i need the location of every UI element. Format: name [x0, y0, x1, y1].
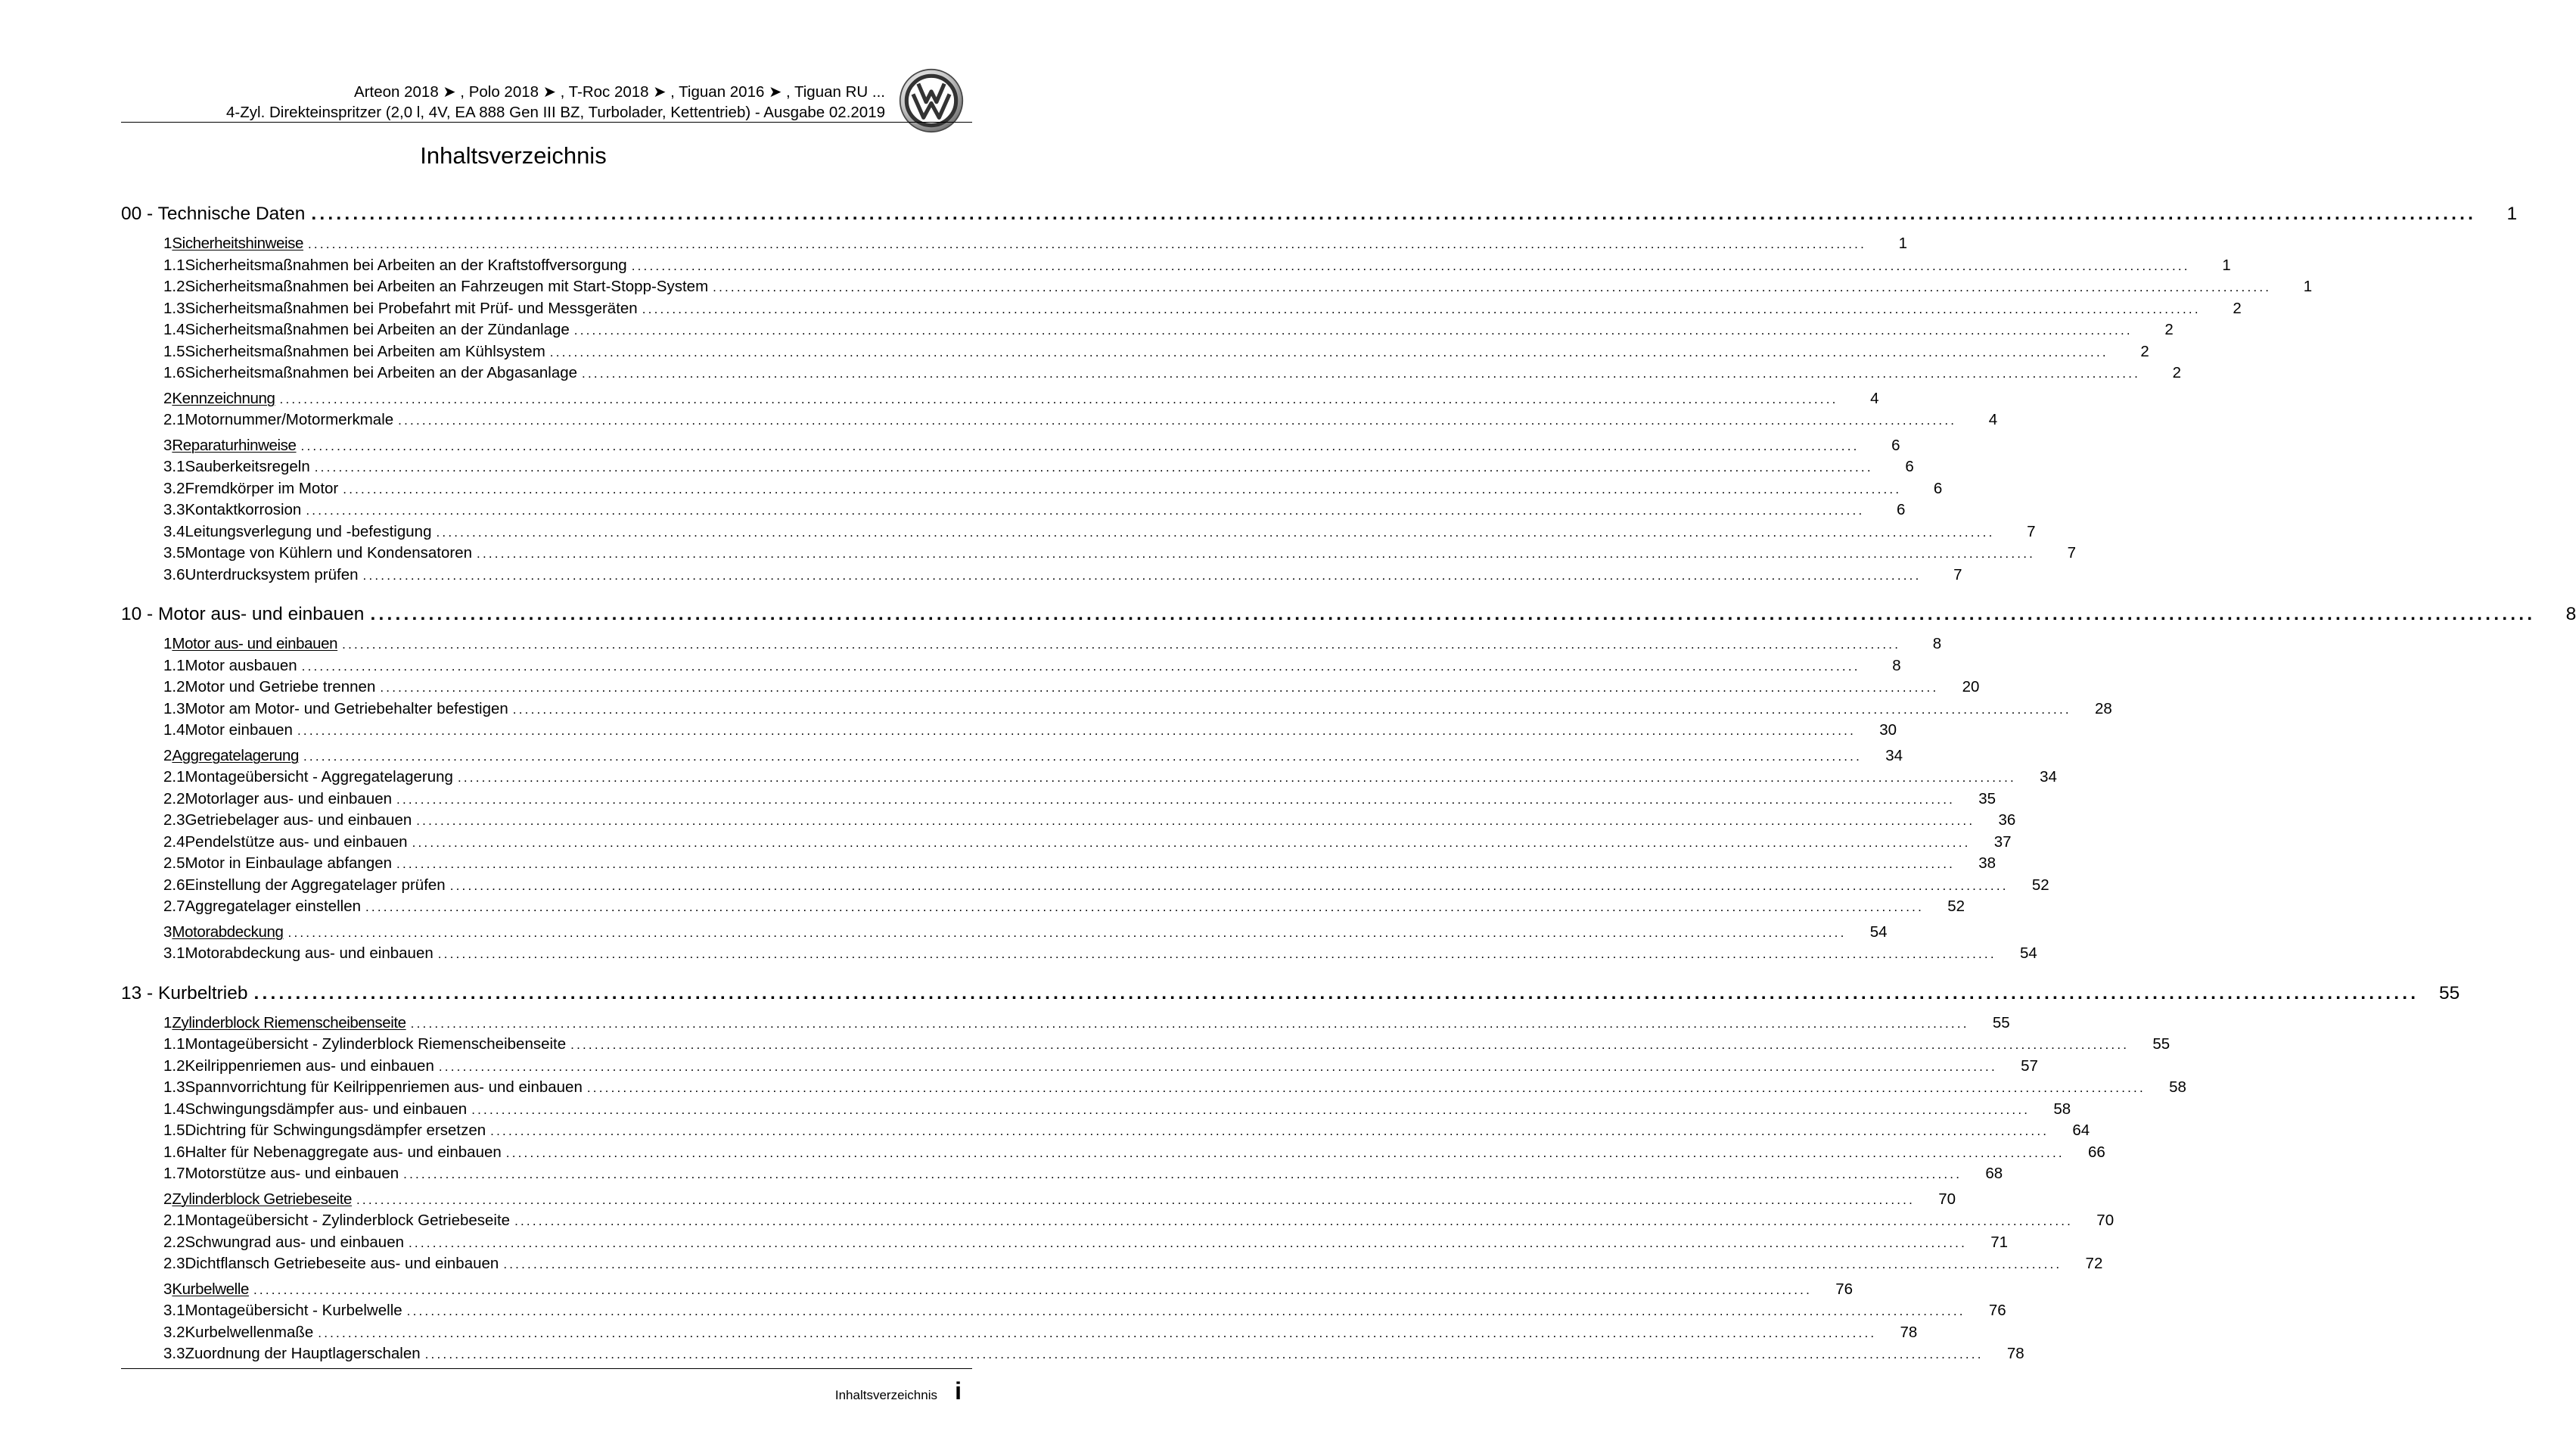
entry-number: 1.6: [163, 364, 185, 381]
toc-chapter[interactable]: [121, 599, 2576, 630]
dot-leader: ....................................................................................................................................................................................................................................................................: [642, 301, 2201, 316]
toc-subsection[interactable]: [121, 319, 2174, 341]
toc-subsection[interactable]: [121, 1300, 2006, 1322]
entry-number: 2.3: [163, 1255, 185, 1272]
dot-leader: ....................................................................................................................................................................................................................................................................: [318, 1325, 1877, 1340]
entry-number: 3.6: [163, 565, 185, 583]
chapter-page-number: 55: [2439, 982, 2460, 1003]
dot-leader: ....................................................................................................................................................................................................................................................................: [449, 878, 2009, 893]
entry-number: 1.4: [163, 1100, 185, 1118]
dot-leader: ....................................................................................................................................................................................................................................................................: [365, 900, 1925, 914]
dot-leader: ....................................................................................................................................................................................................................................................................: [356, 1192, 1916, 1207]
entry-title: Motorabdeckung: [172, 923, 284, 941]
entry-number: 2.5: [163, 854, 185, 872]
entry-page-number: 20: [1962, 678, 1980, 695]
entry-number: 1: [163, 1013, 172, 1031]
entry-title: Leitungsverlegung und -befestigung: [185, 522, 432, 540]
entry-title: Schwungrad aus- und einbauen: [185, 1233, 404, 1251]
toc-subsection[interactable]: [121, 655, 1901, 677]
entry-page-number: 71: [1990, 1233, 2009, 1251]
entry-page-number: 52: [2031, 876, 2049, 894]
entry-number: 1.3: [163, 699, 185, 717]
entry-number: 2.1: [163, 768, 185, 786]
entry-title: Motorabdeckung aus- und einbauen: [185, 944, 433, 962]
toc-section[interactable]: [121, 233, 1908, 255]
toc-subsection[interactable]: [121, 853, 1996, 875]
dot-leader: ....................................................................................................................................................................................................................................................................: [343, 481, 1902, 496]
toc-subsection[interactable]: [121, 362, 2182, 384]
entry-number: 1.2: [163, 678, 185, 695]
entry-title: Zylinderblock Riemenscheibenseite: [172, 1013, 406, 1031]
entry-number: 1.5: [163, 1122, 185, 1139]
toc-subsection[interactable]: [121, 1099, 2071, 1121]
dot-leader: ....................................................................................................................................................................................................................................................................: [713, 280, 2272, 294]
toc-subsection[interactable]: [121, 276, 2313, 298]
entry-number: 3.2: [163, 479, 185, 497]
dot-leader: ....................................................................................................................................................................................................................................................................: [301, 658, 1860, 674]
dot-leader: ....................................................................................................................................................................................................................................................................: [409, 1235, 1968, 1250]
entry-title: Motor ausbauen: [185, 656, 297, 674]
entry-title: Motorlager aus- und einbauen: [185, 789, 393, 807]
entry-number: 1.2: [163, 278, 185, 295]
dot-leader: ....................................................................................................................................................................................................................................................................: [514, 1214, 2074, 1228]
entry-title: Einstellung der Aggregatelager prüfen: [185, 876, 446, 894]
toc-section[interactable]: [121, 633, 1942, 655]
entry-number: 1.5: [163, 342, 185, 360]
toc-chapter[interactable]: [121, 979, 2460, 1009]
entry-page-number: 7: [2027, 522, 2036, 540]
entry-page-number: 2: [2172, 364, 2182, 381]
toc-subsection[interactable]: [121, 543, 2077, 565]
toc-subsection[interactable]: [121, 298, 2242, 320]
entry-number: 2.1: [163, 411, 185, 428]
dot-leader: ....................................................................................................................................................................................................................................................................: [582, 366, 2141, 381]
dot-leader: ....................................................................................................................................................................................................................................................................: [253, 1282, 1813, 1297]
entry-number: 2.2: [163, 1233, 185, 1251]
dot-leader: ....................................................................................................................................................................................................................................................................: [303, 748, 1863, 764]
dot-leader: ....................................................................................................................................................................................................................................................................: [396, 792, 1956, 807]
entry-number: 3: [163, 436, 172, 454]
entry-page-number: 76: [1835, 1280, 1854, 1298]
dot-leader: ....................................................................................................................................................................................................................................................................: [314, 460, 1873, 474]
toc-subsection[interactable]: [121, 810, 2016, 832]
entry-title: Kurbelwelle: [172, 1280, 249, 1298]
entry-number: 3.3: [163, 1345, 185, 1362]
entry-title: Montageübersicht - Kurbelwelle: [185, 1302, 402, 1319]
toc-subsection[interactable]: [121, 832, 2012, 854]
chapter-page-number: 1: [2506, 204, 2518, 224]
entry-number: 2.6: [163, 876, 185, 894]
entry-number: 1.1: [163, 256, 185, 274]
entry-title: Montageübersicht - Zylinderblock Riemenscheibenseite: [185, 1035, 567, 1053]
entry-page-number: 2: [2233, 299, 2242, 317]
entry-number: 2.3: [163, 811, 185, 829]
document-header: [113, 82, 885, 123]
toc-subsection[interactable]: [121, 1120, 2090, 1142]
entry-title: Sicherheitshinweise: [172, 235, 303, 252]
entry-page-number: 4: [1870, 389, 1879, 407]
engine-line: 4-Zyl. Direkteinspritzer (2,0 l, 4V, EA 888 Gen III BZ, Turbolader, Kettentrieb) - Ausgabe 02.2019: [226, 104, 885, 121]
entry-number: 1: [163, 635, 172, 652]
toc-subsection[interactable]: [121, 698, 2112, 720]
entry-page-number: 6: [1905, 458, 1914, 475]
entry-number: 1.4: [163, 321, 185, 338]
page-title: Inhaltsverzeichnis: [420, 142, 607, 169]
entry-page-number: 58: [2169, 1078, 2186, 1096]
entry-number: 3.1: [163, 1302, 185, 1319]
toc-subsection[interactable]: [121, 341, 2149, 363]
table-of-contents: [121, 199, 2576, 1365]
toc-subsection[interactable]: [121, 1163, 2003, 1185]
dot-leader: ....................................................................................................................................................................................................................................................................: [410, 1016, 1969, 1031]
toc-chapter[interactable]: [121, 199, 2518, 229]
entry-title: Spannvorrichtung für Keilrippenriemen aus- und einbauen: [185, 1078, 583, 1096]
dot-leader: ....................................................................................................................................................................................................................................................................: [307, 237, 1867, 251]
toc-section[interactable]: [121, 1013, 2010, 1035]
dot-leader: ....................................................................................................................................................................................................................................................................: [437, 947, 1996, 961]
dot-leader: ....................................................................................................................................................................................................................................................................: [412, 835, 1971, 850]
dot-leader: ....................................................................................................................................................................................................................................................................: [438, 1059, 1997, 1074]
entry-title: Sicherheitsmaßnahmen bei Arbeiten an Fahrzeugen mit Start-Stopp-System: [185, 278, 709, 295]
dot-leader: ....................................................................................................................................................................................................................................................................: [586, 1081, 2146, 1095]
dot-leader: ....................................................................................................................................................................................................................................................................: [287, 925, 1847, 940]
entry-title: Montageübersicht - Aggregatelagerung: [185, 768, 453, 786]
toc-subsection[interactable]: [121, 478, 1943, 500]
entry-number: 1.3: [163, 1078, 185, 1096]
entry-title: Reparaturhinweise: [172, 436, 297, 454]
entry-title: Motorstütze aus- und einbauen: [185, 1165, 399, 1182]
entry-page-number: 8: [1892, 656, 1901, 674]
dot-leader: ....................................................................................................................................................................................................................................................................: [424, 1347, 1984, 1361]
entry-number: 2: [163, 746, 172, 764]
entry-title: Sicherheitsmaßnahmen bei Arbeiten an der Abgasanlage: [185, 364, 578, 381]
entry-page-number: 6: [1896, 501, 1906, 518]
entry-number: 1.6: [163, 1143, 185, 1161]
toc-subsection[interactable]: [121, 1056, 2038, 1078]
entry-number: 2.2: [163, 789, 185, 807]
entry-title: Montageübersicht - Zylinderblock Getriebeseite: [185, 1212, 511, 1229]
dot-leader: ....................................................................................................................................................................................................................................................................: [631, 258, 2190, 273]
toc-subsection[interactable]: [121, 1322, 1918, 1344]
entry-page-number: 54: [1869, 923, 1888, 941]
entry-title: Motor einbauen: [185, 721, 293, 739]
entry-title: Keilrippenriemen aus- und einbauen: [185, 1056, 434, 1075]
entry-title: Schwingungsdämpfer aus- und einbauen: [185, 1100, 468, 1118]
entry-page-number: 64: [2072, 1122, 2090, 1139]
dot-leader: ....................................................................................................................................................................................................................................................................: [362, 568, 1922, 583]
toc-section[interactable]: [121, 388, 1879, 410]
entry-number: 3.3: [163, 501, 185, 518]
entry-page-number: 34: [1885, 746, 1903, 764]
footer-page-number: i: [955, 1377, 962, 1405]
dot-leader: ....................................................................................................................................................................................................................................................................: [490, 1124, 2049, 1138]
entry-title: Zuordnung der Hauptlagerschalen: [185, 1345, 421, 1362]
entry-page-number: 1: [2303, 278, 2313, 295]
toc-subsection[interactable]: [121, 565, 1962, 586]
entry-page-number: 2: [2140, 342, 2149, 360]
dot-leader: ....................................................................................................................................................................................................................................................................: [398, 413, 1957, 428]
toc-subsection[interactable]: [121, 521, 2036, 543]
toc-subsection[interactable]: [121, 499, 1906, 521]
dot-leader: ....................................................................................................................................................................................................................................................................: [297, 723, 1856, 738]
entry-title: Sicherheitsmaßnahmen bei Arbeiten am Kühlsystem: [185, 342, 545, 360]
entry-page-number: 58: [2053, 1100, 2071, 1118]
entry-number: 3.4: [163, 522, 185, 540]
toc-subsection[interactable]: [121, 943, 2037, 965]
entry-page-number: 54: [2019, 944, 2037, 962]
entry-title: Aggregatelager einstellen: [185, 898, 361, 915]
entry-title: Motor und Getriebe trennen: [185, 678, 376, 695]
entry-title: Dichtflansch Getriebeseite aus- und einbauen: [185, 1255, 499, 1272]
entry-page-number: 72: [2085, 1255, 2103, 1272]
entry-title: Montage von Kühlern und Kondensatoren: [185, 544, 473, 562]
dot-leader: ....................................................................................................................................................................................................................................................................: [549, 344, 2108, 359]
toc-subsection[interactable]: [121, 1253, 2103, 1275]
chapter-title: 10 - Motor aus- und einbauen: [121, 604, 365, 624]
entry-title: Zylinderblock Getriebeseite: [172, 1190, 352, 1208]
entry-page-number: 6: [1891, 436, 1900, 454]
entry-title: Sicherheitsmaßnahmen bei Probefahrt mit Prüf- und Messgeräten: [185, 299, 638, 317]
dot-leader: ....................................................................................................................................................................................................................................................................: [306, 503, 1865, 518]
entry-number: 2.1: [163, 1212, 185, 1229]
toc-section[interactable]: [121, 1279, 1854, 1301]
entry-number: 1.1: [163, 1035, 185, 1053]
entry-page-number: 70: [1938, 1190, 1956, 1208]
vw-logo-icon: [899, 68, 964, 133]
entry-number: 1.2: [163, 1056, 185, 1075]
dot-leader: ....................................................................................................................................................................................................................................................................: [380, 680, 1939, 695]
toc-subsection[interactable]: [121, 875, 2049, 897]
toc-subsection[interactable]: [121, 1232, 2009, 1254]
entry-title: Aggregatelagerung: [172, 746, 299, 764]
toc-section[interactable]: [121, 922, 1888, 944]
dot-leader: ....................................................................................................................................................................................................................................................................: [406, 1304, 1965, 1318]
dot-leader: ....................................................................................................................................................................................................................................................................: [512, 702, 2071, 717]
entry-title: Unterdrucksystem prüfen: [185, 565, 359, 583]
toc-subsection[interactable]: [121, 1343, 2024, 1365]
entry-title: Motornummer/Motormerkmale: [185, 411, 394, 428]
entry-page-number: 4: [1988, 411, 1998, 428]
entry-page-number: 52: [1947, 898, 1965, 915]
entry-page-number: 76: [1988, 1302, 2006, 1319]
dot-leader: ....................................................................................................................................................................................................................................................................: [457, 770, 2016, 785]
toc-subsection[interactable]: [121, 789, 1996, 811]
dot-leader: ....................................................................................................................................................................................................................................................................: [396, 857, 1956, 871]
toc-subsection[interactable]: [121, 456, 1914, 478]
entry-number: 2: [163, 1190, 172, 1208]
entry-page-number: 2: [2164, 321, 2174, 338]
entry-page-number: 57: [2021, 1056, 2038, 1075]
toc-subsection[interactable]: [121, 896, 1965, 918]
entry-page-number: 6: [1933, 479, 1943, 497]
entry-title: Getriebelager aus- und einbauen: [185, 811, 412, 829]
entry-page-number: 34: [2040, 768, 2057, 786]
toc-subsection[interactable]: [121, 720, 1897, 742]
toc-subsection[interactable]: [121, 1034, 2170, 1056]
entry-page-number: 30: [1879, 721, 1897, 739]
toc-subsection[interactable]: [121, 1210, 2115, 1232]
dot-leader: ....................................................................................................................................................................................................................................................................: [471, 1102, 2031, 1117]
dot-leader: ....................................................................................................................................................................................................................................................................: [503, 1257, 2062, 1271]
chapter-title: 13 - Kurbeltrieb: [121, 982, 248, 1003]
entry-page-number: 68: [1985, 1165, 2003, 1182]
entry-title: Kontaktkorrosion: [185, 501, 302, 518]
entry-page-number: 8: [1932, 635, 1942, 652]
entry-number: 2.7: [163, 898, 185, 915]
entry-title: Motor am Motor- und Getriebehalter befestigen: [185, 699, 508, 717]
toc-subsection[interactable]: [121, 1142, 2105, 1164]
dot-leader: ....................................................................................................................................................................................................................................................................: [416, 814, 1975, 828]
dot-leader: ....................................................................................................................................................................................................................................................................: [342, 637, 1901, 652]
footer-label: Inhaltsverzeichnis: [834, 1388, 937, 1402]
chapter-title: 00 - Technische Daten: [121, 204, 306, 224]
dot-leader: ....................................................................................................................................................................................................................................................................: [570, 1038, 2130, 1052]
toc-subsection[interactable]: [121, 409, 1998, 431]
dot-leader: ....................................................................................................................................................................................................................................................................: [403, 1167, 1962, 1181]
entry-number: 3: [163, 923, 172, 941]
entry-number: 2: [163, 389, 172, 407]
entry-page-number: 35: [1978, 789, 1996, 807]
entry-title: Fremdkörper im Motor: [185, 479, 339, 497]
dot-leader: ....................................................................................................................................................................................................................................................................: [436, 524, 1995, 540]
entry-page-number: 7: [1953, 565, 1962, 583]
toc-subsection[interactable]: [121, 255, 2231, 277]
entry-page-number: 66: [2088, 1143, 2105, 1161]
entry-page-number: 7: [2067, 544, 2077, 562]
dot-leader: ....................................................................................................................................................................................................................................................................: [279, 391, 1838, 406]
entry-page-number: 36: [1998, 811, 2016, 829]
entry-number: 1.3: [163, 299, 185, 317]
toc-section[interactable]: [121, 745, 1903, 767]
entry-title: Kurbelwellenmaße: [185, 1323, 314, 1341]
dot-leader: ....................................................................................................................................................................................................................................................................: [505, 1145, 2065, 1160]
entry-page-number: 37: [1993, 832, 2012, 851]
entry-page-number: 78: [2006, 1345, 2024, 1362]
entry-number: 2.4: [163, 832, 185, 851]
entry-number: 3.2: [163, 1323, 185, 1341]
footer-divider: [121, 1368, 972, 1369]
dot-leader: ....................................................................................................................................................................................................................................................................: [477, 546, 2036, 561]
toc-subsection[interactable]: [121, 1077, 2186, 1099]
entry-page-number: 28: [2095, 699, 2112, 717]
toc-section[interactable]: [121, 1189, 1956, 1211]
dot-leader: ....................................................................................................................................................................................................................................................................: [370, 604, 2536, 624]
entry-number: 3.1: [163, 944, 185, 962]
entry-page-number: 78: [1900, 1323, 1918, 1341]
entry-title: Pendelstütze aus- und einbauen: [185, 832, 408, 851]
entry-page-number: 1: [1898, 235, 1908, 252]
entry-number: 3.5: [163, 544, 185, 562]
chapter-page-number: 8: [2565, 604, 2576, 624]
dot-leader: ....................................................................................................................................................................................................................................................................: [253, 982, 2419, 1003]
entry-number: 3: [163, 1280, 172, 1298]
dot-leader: ....................................................................................................................................................................................................................................................................: [311, 204, 2477, 224]
entry-title: Halter für Nebenaggregate aus- und einbauen: [185, 1143, 502, 1161]
entry-page-number: 55: [1992, 1013, 2010, 1031]
toc-section[interactable]: [121, 435, 1900, 457]
entry-page-number: 55: [2152, 1035, 2170, 1053]
dot-leader: ....................................................................................................................................................................................................................................................................: [300, 438, 1860, 453]
entry-title: Sicherheitsmaßnahmen bei Arbeiten an der Zündanlage: [185, 321, 570, 338]
entry-number: 1.1: [163, 656, 185, 674]
entry-number: 1.7: [163, 1165, 185, 1182]
entry-title: Motor in Einbaulage abfangen: [185, 854, 393, 872]
entry-title: Kennzeichnung: [172, 389, 275, 407]
entry-number: 1: [163, 235, 172, 252]
entry-title: Motor aus- und einbauen: [172, 635, 338, 652]
entry-number: 1.4: [163, 721, 185, 739]
toc-subsection[interactable]: [121, 677, 1980, 698]
entry-number: 3.1: [163, 458, 185, 475]
models-line: Arteon 2018 ➤ , Polo 2018 ➤ , T-Roc 2018 ➤ , Tiguan 2016 ➤ , Tiguan RU ...: [354, 83, 885, 101]
entry-title: Dichtring für Schwingungsdämpfer ersetzen: [185, 1122, 486, 1139]
toc-subsection[interactable]: [121, 767, 2057, 789]
entry-title: Sicherheitsmaßnahmen bei Arbeiten an der Kraftstoffversorgung: [185, 256, 627, 274]
entry-title: Sauberkeitsregeln: [185, 458, 310, 475]
header-divider: [121, 122, 972, 123]
entry-page-number: 1: [2222, 256, 2231, 274]
entry-page-number: 70: [2096, 1212, 2115, 1229]
entry-page-number: 38: [1978, 854, 1996, 872]
dot-leader: ....................................................................................................................................................................................................................................................................: [573, 323, 2133, 338]
